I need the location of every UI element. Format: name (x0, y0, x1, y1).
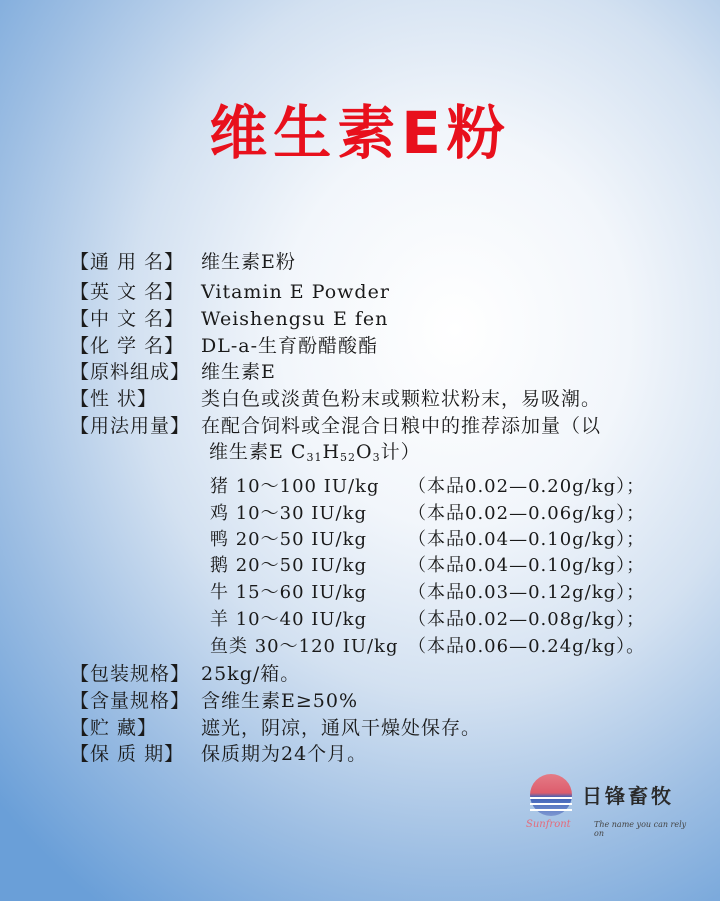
content-label: 【含量规格】 (70, 690, 191, 712)
dosage-row (210, 551, 645, 577)
english-name-row (70, 277, 390, 304)
usage-row (70, 411, 601, 438)
usage-formula-prefix: 维生素E C (209, 441, 307, 463)
dosage-animal: 羊 10～40 IU/kg (210, 609, 368, 630)
chemical-name-row (70, 331, 378, 358)
appearance-row (70, 384, 601, 411)
shelf-life-row (70, 739, 367, 766)
appearance-value: 类白色或淡黄色粉末或颗粒状粉末，易吸潮。 (201, 388, 602, 410)
english-name-value: Vitamin E Powder (201, 281, 390, 303)
logo-slogan: The name you can rely on (594, 820, 687, 838)
dosage-product: （本品0.03—0.12g/kg）； (408, 582, 646, 603)
chemical-name-value: DL-a-生育酚醋酸酯 (201, 335, 379, 357)
dosage-row (210, 605, 645, 631)
dosage-animal: 鸭 20～50 IU/kg (210, 529, 368, 550)
formula-o: O (356, 441, 373, 463)
company-logo (526, 774, 696, 838)
dosage-row (210, 499, 645, 525)
shelf-life-value: 保质期为24个月。 (201, 743, 368, 765)
generic-name-label: 【通 用 名】 (70, 251, 185, 273)
generic-name-value: 维生素E粉 (201, 251, 296, 273)
dosage-row (210, 632, 645, 658)
english-name-label: 【英 文 名】 (70, 281, 185, 303)
packaging-row (70, 659, 300, 686)
dosage-row (210, 472, 645, 498)
formula-sub-c: 31 (306, 451, 323, 464)
dosage-product: （本品0.02—0.20g/kg）； (408, 476, 646, 497)
content-row (70, 686, 358, 713)
dosage-row (210, 525, 645, 551)
storage-label: 【贮 藏】 (70, 717, 158, 739)
usage-formula-line (209, 437, 421, 464)
logo-brand-name: Sunfront (526, 819, 571, 830)
logo-chinese-name: 日锋畜牧 (582, 784, 674, 808)
appearance-label: 【性 状】 (70, 388, 158, 410)
usage-formula-suffix: 计） (380, 441, 421, 463)
chinese-name-label: 【中 文 名】 (70, 308, 185, 330)
composition-value: 维生素E (201, 361, 276, 383)
storage-row (70, 713, 481, 740)
formula-sub-o: 3 (372, 451, 381, 464)
dosage-animal: 鸡 10～30 IU/kg (210, 503, 368, 524)
page-title: 维生素E粉 (209, 99, 511, 167)
formula-sub-h: 52 (340, 451, 357, 464)
logo-stripe (530, 809, 572, 811)
logo-stripe (530, 797, 572, 799)
dosage-animal: 鹅 20～50 IU/kg (210, 555, 368, 576)
dosage-animal: 猪 10～100 IU/kg (210, 476, 380, 497)
packaging-value: 25kg/箱。 (201, 663, 301, 685)
packaging-label: 【包装规格】 (70, 663, 191, 685)
usage-value: 在配合饲料或全混合日粮中的推荐添加量（以 (201, 415, 602, 437)
dosage-animal: 牛 15～60 IU/kg (210, 582, 368, 603)
dosage-product: （本品0.04—0.10g/kg）； (408, 529, 646, 550)
shelf-life-label: 【保 质 期】 (70, 743, 185, 765)
dosage-row (210, 578, 645, 604)
dosage-product: （本品0.04—0.10g/kg）； (408, 555, 646, 576)
content-value: 含维生素E≥50% (201, 690, 359, 712)
dosage-product: （本品0.06—0.24g/kg）。 (408, 636, 646, 657)
formula-h: H (322, 441, 341, 463)
chinese-name-row (70, 304, 388, 331)
chemical-name-label: 【化 学 名】 (70, 335, 185, 357)
logo-stripe (530, 803, 572, 805)
storage-value: 遮光，阴凉，通风干燥处保存。 (201, 717, 482, 739)
chinese-name-value: Weishengsu E fen (201, 308, 389, 330)
dosage-animal: 鱼类 30～120 IU/kg (210, 636, 399, 657)
dosage-product: （本品0.02—0.08g/kg）； (408, 609, 646, 630)
usage-label: 【用法用量】 (70, 415, 191, 437)
generic-name-row (70, 247, 296, 274)
composition-row (70, 357, 276, 384)
dosage-product: （本品0.02—0.06g/kg）； (408, 503, 646, 524)
composition-label: 【原料组成】 (70, 361, 191, 383)
